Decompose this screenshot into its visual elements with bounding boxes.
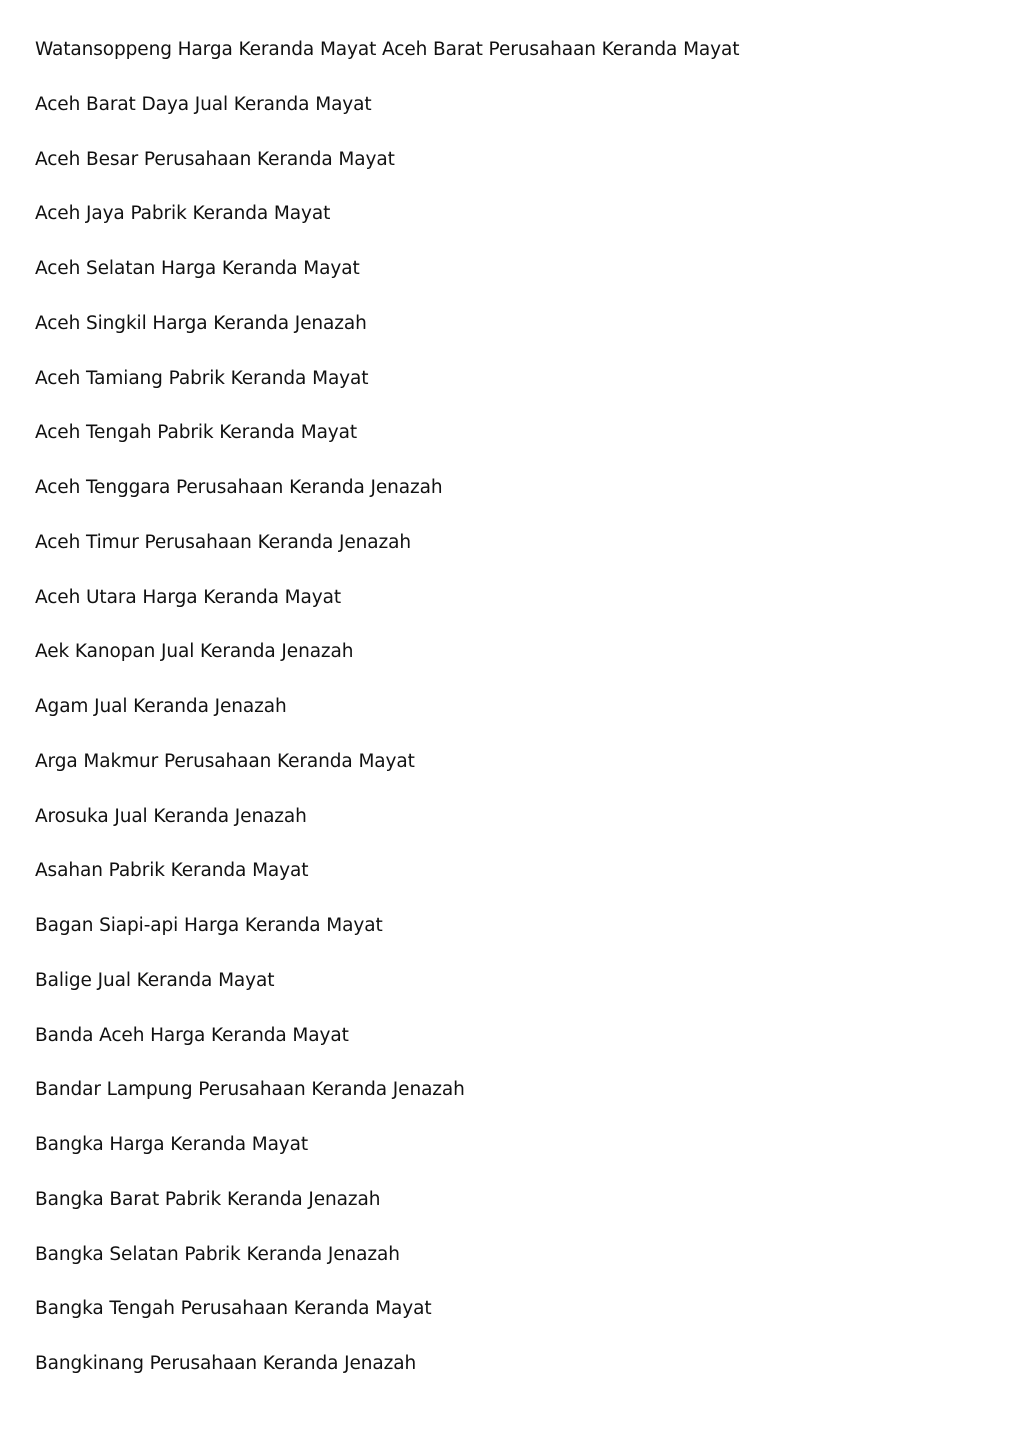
text-line: Aceh Timur Perusahaan Keranda Jenazah [35, 531, 411, 553]
text-line: Bangka Selatan Pabrik Keranda Jenazah [35, 1243, 400, 1265]
text-line: Bangka Tengah Perusahaan Keranda Mayat [35, 1298, 432, 1320]
text-line: Arosuka Jual Keranda Jenazah [35, 805, 307, 827]
text-line: Aceh Tamiang Pabrik Keranda Mayat [35, 367, 369, 389]
text-line: Aceh Selatan Harga Keranda Mayat [35, 258, 360, 279]
text-line: Bangka Barat Pabrik Keranda Jenazah [35, 1188, 381, 1210]
text-line: Bangka Harga Keranda Mayat [35, 1134, 309, 1155]
text-line: Aek Kanopan Jual Keranda Jenazah [35, 641, 354, 663]
text-line: Arga Makmur Perusahaan Keranda Mayat [35, 750, 415, 772]
text-line: Bagan Siapi-api Harga Keranda Mayat [35, 915, 383, 936]
text-line: Watansoppeng Harga Keranda Mayat Aceh Barat Perusahaan Keranda Mayat [35, 39, 740, 60]
text-line: Asahan Pabrik Keranda Mayat [35, 860, 309, 882]
text-line: Bangkinang Perusahaan Keranda Jenazah [35, 1353, 417, 1374]
text-line: Bandar Lampung Perusahaan Keranda Jenazah [35, 1079, 465, 1101]
text-line-list [35, 36, 995, 1405]
text-line: Aceh Barat Daya Jual Keranda Mayat [35, 93, 372, 115]
text-line: Aceh Tenggara Perusahaan Keranda Jenazah [35, 477, 443, 498]
text-line: Aceh Singkil Harga Keranda Jenazah [35, 312, 367, 334]
text-line: Balige Jual Keranda Mayat [35, 969, 275, 991]
text-line: Aceh Jaya Pabrik Keranda Mayat [35, 203, 331, 225]
text-line: Aceh Besar Perusahaan Keranda Mayat [35, 148, 395, 170]
text-line: Agam Jual Keranda Jenazah [35, 696, 287, 717]
text-line: Banda Aceh Harga Keranda Mayat [35, 1024, 349, 1046]
text-line: Aceh Tengah Pabrik Keranda Mayat [35, 422, 358, 444]
text-line: Aceh Utara Harga Keranda Mayat [35, 586, 341, 608]
